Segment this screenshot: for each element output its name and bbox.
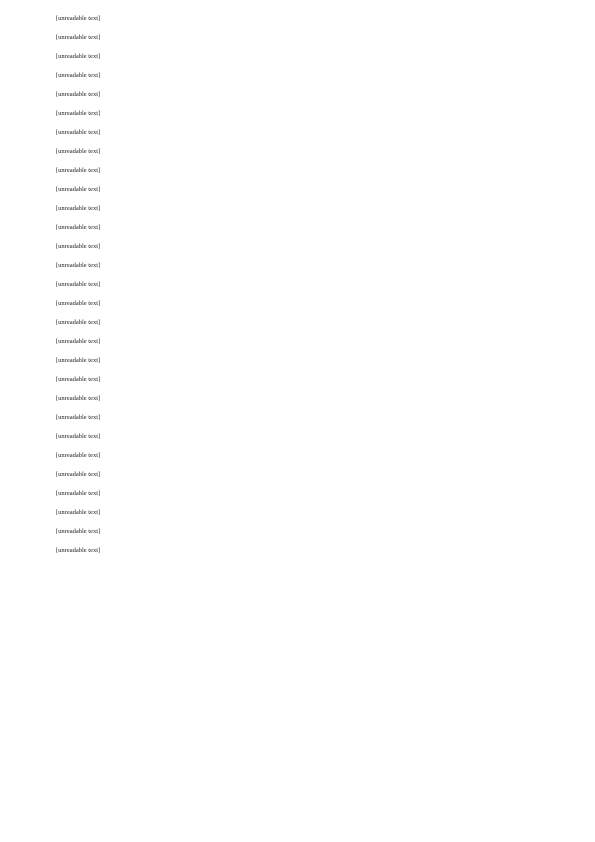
paragraph: [unreadable text] xyxy=(56,376,101,383)
paragraph: [unreadable text] xyxy=(56,528,101,535)
document-body xyxy=(56,14,546,565)
paragraph: [unreadable text] xyxy=(56,395,101,402)
paragraph: [unreadable text] xyxy=(56,53,101,60)
paragraph: [unreadable text] xyxy=(56,414,101,421)
paragraph: [unreadable text] xyxy=(56,262,101,269)
paragraph: [unreadable text] xyxy=(56,148,101,155)
paragraph: [unreadable text] xyxy=(56,15,101,22)
paragraph: [unreadable text] xyxy=(56,243,101,250)
paragraph: [unreadable text] xyxy=(56,167,101,174)
paragraph: [unreadable text] xyxy=(56,471,101,478)
paragraph: [unreadable text] xyxy=(56,91,101,98)
paragraph: [unreadable text] xyxy=(56,300,101,307)
paragraph: [unreadable text] xyxy=(56,72,101,79)
paragraph: [unreadable text] xyxy=(56,110,101,117)
paragraph: [unreadable text] xyxy=(56,509,101,516)
paragraph: [unreadable text] xyxy=(56,319,101,326)
paragraph: [unreadable text] xyxy=(56,338,101,345)
paragraph: [unreadable text] xyxy=(56,452,101,459)
paragraph: [unreadable text] xyxy=(56,205,101,212)
paragraph: [unreadable text] xyxy=(56,281,101,288)
paragraph: [unreadable text] xyxy=(56,433,101,440)
paragraph: [unreadable text] xyxy=(56,224,101,231)
paragraph: [unreadable text] xyxy=(56,186,101,193)
paragraph: [unreadable text] xyxy=(56,547,101,554)
paragraph: [unreadable text] xyxy=(56,129,101,136)
paragraph: [unreadable text] xyxy=(56,490,101,497)
paragraph: [unreadable text] xyxy=(56,34,101,41)
paragraph: [unreadable text] xyxy=(56,357,101,364)
